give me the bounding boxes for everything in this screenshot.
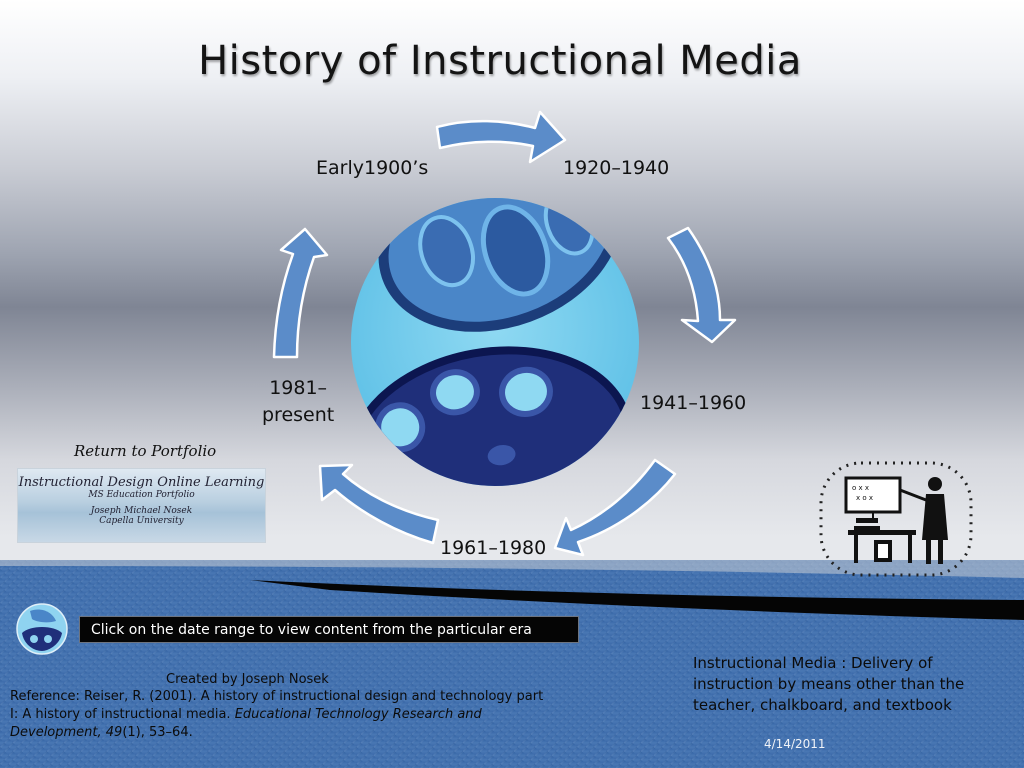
film-reels-picture — [350, 197, 640, 487]
slide-date: 4/14/2011 — [764, 737, 826, 751]
definition-text: Instructional Media : Delivery of instruction by means other than the teacher, chalkboard, and textbook — [693, 654, 965, 714]
arrow-right-icon — [668, 228, 735, 342]
portfolio-banner[interactable] — [17, 468, 266, 543]
arrow-top-icon — [437, 112, 565, 162]
era-1981-line2: present — [262, 404, 335, 426]
era-1961-1980[interactable]: 1961–1980 — [440, 537, 547, 559]
reference-body: Reference: Reiser, R. (2001). A history of instructional design and technology part I: A history of instructional media. — [10, 689, 544, 722]
era-1981-line1: 1981– — [269, 377, 328, 399]
svg-text:x o x: x o x — [856, 494, 874, 502]
film-reel-icon — [16, 603, 68, 655]
return-to-portfolio-link[interactable]: Return to Portfolio — [74, 442, 217, 460]
svg-text:o x x: o x x — [852, 484, 870, 492]
banner-school: Capella University — [99, 516, 184, 526]
era-1941-1960[interactable]: 1941–1960 — [640, 392, 747, 414]
credit-text: Created by Joseph Nosek — [166, 672, 329, 687]
banner-name: Joseph Michael Nosek — [90, 506, 193, 516]
banner-subtitle: MS Education Portfolio — [88, 490, 195, 500]
era-early-1900s[interactable]: Early1900’s — [316, 157, 429, 179]
era-1920-1940[interactable]: 1920–1940 — [563, 157, 670, 179]
reference-text — [10, 688, 555, 742]
reference-journal: Educational Technology Research and Development, 49 — [10, 707, 482, 740]
reference-issue: (1), 53–64. — [122, 725, 193, 740]
era-1981-present[interactable] — [262, 375, 334, 429]
slide-title: History of Instructional Media — [198, 38, 802, 84]
arrow-left-icon — [274, 229, 327, 357]
instruction-bar: Click on the date range to view content from the particular era — [79, 616, 579, 643]
teacher-at-board-icon — [818, 460, 978, 580]
banner-title: Instructional Design Online Learning — [18, 475, 265, 490]
